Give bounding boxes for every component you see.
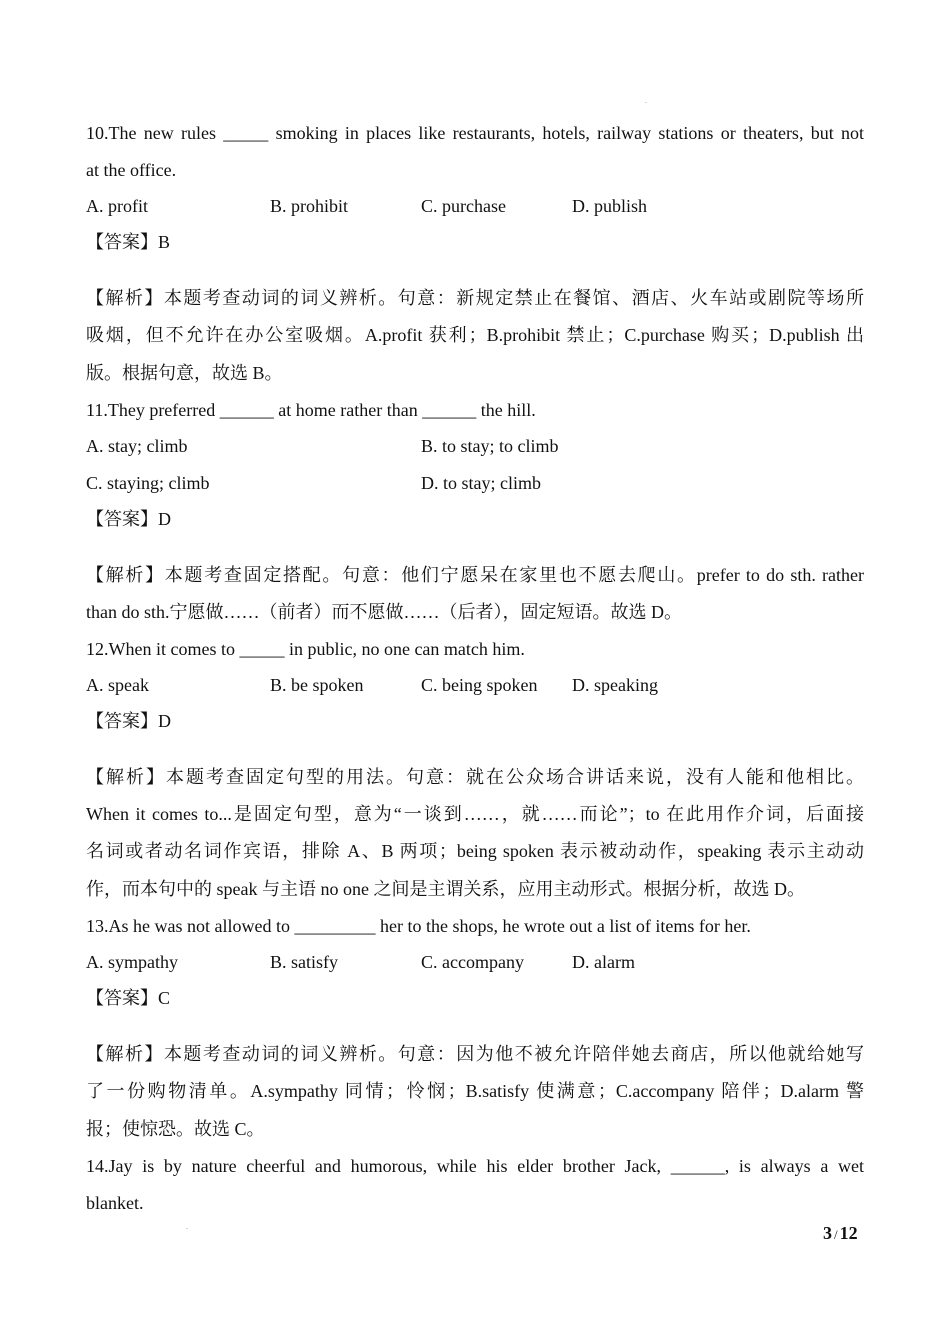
question-11-analysis-line-2: than do sth.宁愿做……（前者）而不愿做……（后者），固定短语。故选 D。 (86, 602, 682, 622)
question-14-stem-line-1: 14.Jay is by nature cheerful and humorous, while his elder brother Jack, ______, is always a wet (86, 1156, 864, 1176)
question-11-option-b: B. to stay; to climb (421, 436, 559, 456)
question-13-option-c: C. accompany (421, 952, 524, 972)
question-12-analysis-line-4: 作，而本句中的 speak 与主语 no one 之间是主谓关系，应用主动形式。根据分析，故选 D。 (86, 879, 805, 899)
question-11-option-c: C. staying; climb (86, 473, 210, 493)
question-13-analysis-line-1: 【解析】本题考查动词的词义辨析。句意：因为他不被允许陪伴她去商店，所以他就给她写 (86, 1044, 864, 1064)
page-number (823, 1221, 858, 1247)
page-current: 3 (823, 1223, 832, 1243)
question-10-option-b: B. prohibit (270, 196, 349, 216)
question-10-stem-line-2: at the office. (86, 160, 177, 180)
question-11-answer: 【答案】D (86, 509, 171, 529)
question-13-option-d: D. alarm (572, 952, 635, 972)
question-10-answer: 【答案】B (86, 232, 171, 252)
scan-dot: . (645, 96, 647, 105)
scan-dot: . (186, 1222, 188, 1231)
question-12-analysis-line-3: 名词或者动名词作宾语，排除 A、B 两项；being spoken 表示被动动作，speaking 表示主动动 (86, 841, 864, 861)
page-separator: / (834, 1227, 838, 1242)
question-11-analysis-line-1: 【解析】本题考查固定搭配。句意：他们宁愿呆在家里也不愿去爬山。prefer to do sth. rather (86, 565, 864, 585)
question-13-analysis-line-3: 报；使惊恐。故选 C。 (86, 1119, 265, 1139)
question-10-option-c: C. purchase (421, 196, 506, 216)
question-12-option-c: C. being spoken (421, 675, 538, 695)
question-10-option-d: D. publish (572, 196, 648, 216)
question-10-analysis-line-1: 【解析】本题考查动词的词义辨析。句意：新规定禁止在餐馆、酒店、火车站或剧院等场所 (86, 288, 864, 308)
page-total: 12 (839, 1223, 858, 1243)
question-13-option-a: A. sympathy (86, 952, 178, 972)
question-12-stem: 12.When it comes to _____ in public, no one can match him. (86, 639, 525, 659)
question-11-option-d: D. to stay; climb (421, 473, 541, 493)
question-10-stem-line-1: 10.The new rules _____ smoking in places like restaurants, hotels, railway stations or theaters, but not (86, 123, 864, 143)
question-12-option-a: A. speak (86, 675, 149, 695)
question-13-option-b: B. satisfy (270, 952, 339, 972)
question-10-analysis-line-2: 吸烟，但不允许在办公室吸烟。A.profit 获利；B.prohibit 禁止；C.purchase 购买；D.publish 出 (86, 325, 864, 345)
question-13-answer: 【答案】C (86, 988, 171, 1008)
question-14-stem-line-2: blanket. (86, 1193, 144, 1213)
question-11-option-a: A. stay; climb (86, 436, 188, 456)
question-13-stem: 13.As he was not allowed to _________ her to the shops, he wrote out a list of items for her. (86, 916, 751, 936)
question-11-stem: 11.They preferred ______ at home rather than ______ the hill. (86, 400, 536, 420)
question-12-option-b: B. be spoken (270, 675, 364, 695)
question-10-option-a: A. profit (86, 196, 148, 216)
question-10-analysis-line-3: 版。根据句意，故选 B。 (86, 363, 283, 383)
question-12-analysis-line-1: 【解析】本题考查固定句型的用法。句意：就在公众场合讲话来说，没有人能和他相比。 (86, 767, 864, 787)
question-12-analysis-line-2: When it comes to...是固定句型，意为“一谈到……，就……而论”；to 在此用作介词，后面接 (86, 804, 864, 824)
question-12-option-d: D. speaking (572, 675, 658, 695)
question-12-answer: 【答案】D (86, 711, 171, 731)
question-13-analysis-line-2: 了一份购物清单。A.sympathy 同情；怜悯；B.satisfy 使满意；C.accompany 陪伴；D.alarm 警 (86, 1081, 864, 1101)
